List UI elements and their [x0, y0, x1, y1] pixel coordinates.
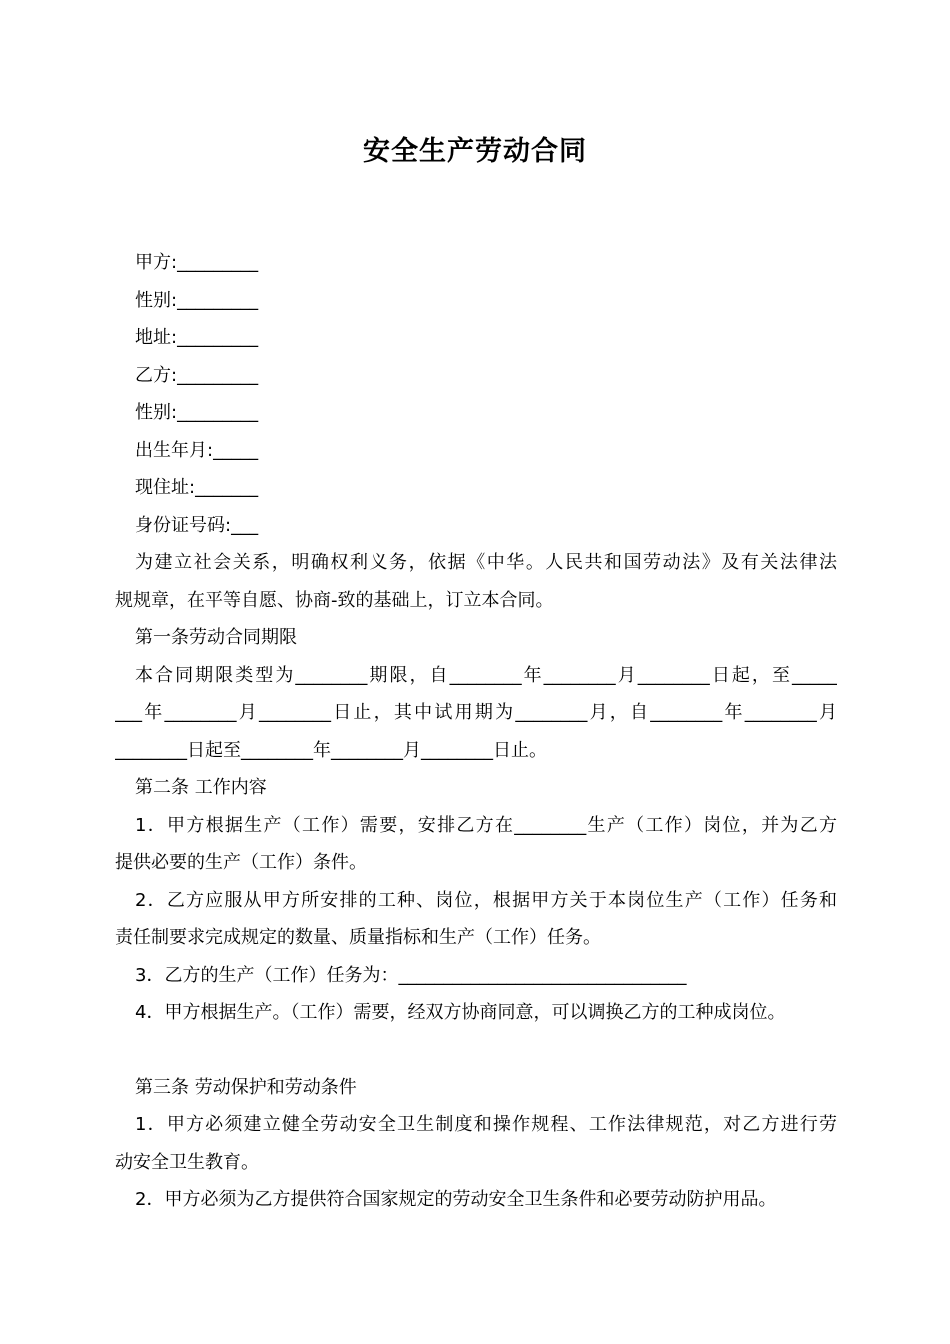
article-2-item-1: 1．甲方根据生产（工作）需要，安排乙方在________生产（工作）岗位，并为乙方	[135, 814, 837, 836]
article-1-line: ___年________月________日止，其中试用期为________月，自________年________月	[115, 702, 837, 723]
document-body	[115, 244, 837, 1219]
preamble-line: 规规章，在平等自愿、协商-致的基础上，订立本合同。	[115, 589, 554, 611]
article-2-item-4: 4．甲方根据生产。（工作）需要，经双方协商同意，可以调换乙方的工种成岗位。	[135, 1002, 786, 1023]
article-2-item-2: 2．乙方应服从甲方所安排的工种、岗位，根据甲方关于本岗位生产（工作）任务和	[135, 889, 837, 911]
field-id-number: 身份证号码:___	[135, 514, 259, 536]
field-current-address: 现住址:_______	[135, 477, 259, 498]
article-2-item-2: 责任制要求完成规定的数量、质量指标和生产（工作）任务。	[115, 927, 601, 948]
field-gender-a: 性别:_________	[135, 289, 259, 311]
blank-line	[115, 1032, 837, 1069]
document-title: 安全生产劳动合同	[363, 136, 587, 167]
article-1-heading: 第一条劳动合同期限	[135, 627, 297, 648]
field-party-b: 乙方:_________	[135, 364, 259, 386]
field-address-a: 地址:_________	[135, 327, 259, 348]
article-1-line: ________日起至________年________月________日止。	[115, 739, 547, 761]
article-3-heading: 第三条 劳动保护和劳动条件	[135, 1076, 357, 1098]
field-birth-date: 出生年月:_____	[135, 439, 259, 461]
article-2-item-1: 提供必要的生产（工作）条件。	[115, 852, 367, 873]
article-3-item-1: 1．甲方必须建立健全劳动安全卫生制度和操作规程、工作法律规范，对乙方进行劳	[135, 1114, 837, 1135]
article-3-item-1: 动安全卫生教育。	[115, 1151, 259, 1173]
article-2-heading: 第二条 工作内容	[135, 777, 267, 798]
field-gender-b: 性别:_________	[135, 402, 259, 423]
article-2-item-3: 3．乙方的生产（工作）任务为：________________________________	[135, 964, 687, 986]
preamble-line: 为建立社会关系，明确权利义务，依据《中华。人民共和国劳动法》及有关法律法	[135, 552, 837, 573]
article-3-item-2: 2．甲方必须为乙方提供符合国家规定的劳动安全卫生条件和必要劳动防护用品。	[135, 1189, 777, 1210]
field-party-a: 甲方:_________	[135, 252, 259, 273]
article-1-line: 本合同期限类型为________期限，自________年________月________日起，至_____	[135, 664, 837, 686]
